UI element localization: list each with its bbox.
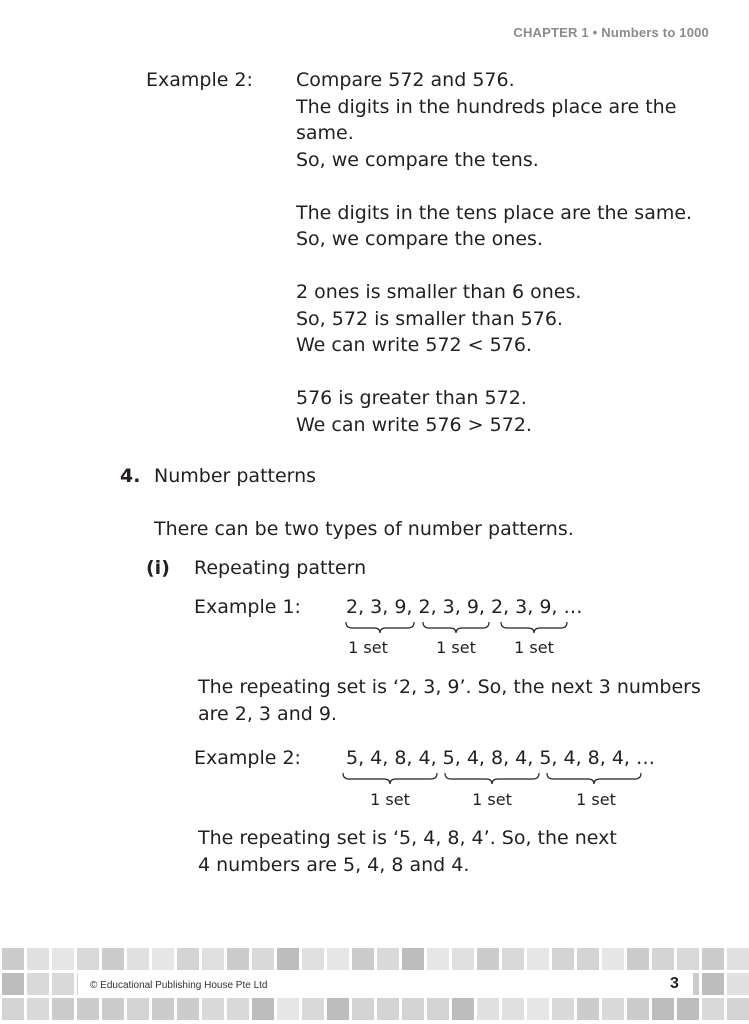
footer-tile [477, 998, 499, 1020]
footer-tile [252, 998, 274, 1020]
footer-tile [352, 948, 374, 970]
text-line: 4 numbers are 5, 4, 8 and 4. [198, 853, 470, 876]
example-2-sequence: 5, 4, 8, 4, 5, 4, 8, 4, 5, 4, 8, 4, … [346, 747, 656, 769]
footer-tile [352, 998, 374, 1020]
footer-tile [227, 948, 249, 970]
brace-set-1 [346, 622, 414, 633]
text-line: So, 572 is smaller than 576. [296, 307, 563, 330]
footer-tile [652, 998, 674, 1020]
footer-tile [52, 998, 74, 1020]
text-line: are 2, 3 and 9. [198, 702, 337, 725]
subsection-title: Repeating pattern [194, 557, 367, 579]
footer-tile [227, 998, 249, 1020]
footer-tile [327, 948, 349, 970]
footer-tile [652, 948, 674, 970]
example-label: Example 2: [146, 69, 253, 91]
set-label: 1 set [576, 790, 616, 809]
footer-tile [202, 948, 224, 970]
footer-tile [277, 998, 299, 1020]
footer-tile [527, 948, 549, 970]
text-line: Compare 572 and 576. [296, 69, 515, 91]
footer-tile [452, 948, 474, 970]
footer-tile [127, 948, 149, 970]
copyright-text: © Educational Publishing House Pte Ltd [90, 980, 268, 991]
footer-tile [727, 998, 749, 1020]
text-line: The digits in the hundreds place are the [296, 95, 677, 118]
section-intro: There can be two types of number patterns. [154, 518, 574, 540]
text-line: We can write 572 < 576. [296, 334, 532, 356]
footer-tile [177, 948, 199, 970]
footer-tile [427, 998, 449, 1020]
footer-tile [577, 948, 599, 970]
example-1-sequence: 2, 3, 9, 2, 3, 9, 2, 3, 9, … [346, 596, 583, 618]
running-header: CHAPTER 1 • Numbers to 1000 [513, 25, 709, 40]
footer-tile [727, 948, 749, 970]
footer-tile [152, 948, 174, 970]
example-1-label: Example 1: [194, 596, 301, 618]
text-line: We can write 576 > 572. [296, 413, 532, 436]
footer-tile [302, 948, 324, 970]
footer-tile [402, 998, 424, 1020]
footer-tile [527, 998, 549, 1020]
footer-tile [52, 973, 74, 995]
text-line: The repeating set is ‘2, 3, 9’. So, the next 3 numbers [198, 676, 701, 698]
footer-tile [577, 998, 599, 1020]
footer-tile [702, 973, 724, 995]
footer-tile [427, 948, 449, 970]
set-label: 1 set [436, 638, 476, 657]
footer-tile [177, 998, 199, 1020]
footer-tile [552, 948, 574, 970]
footer-tile [2, 973, 24, 995]
footer-tile [377, 948, 399, 970]
footer-tile [677, 948, 699, 970]
footer-tile [727, 973, 749, 995]
brace-set-2 [423, 622, 489, 633]
page-number: 3 [670, 975, 679, 992]
footer-tile [327, 998, 349, 1020]
example-2-note [198, 825, 617, 878]
footer-tile [402, 948, 424, 970]
footer-tile [377, 998, 399, 1020]
section-title: Number patterns [154, 465, 317, 487]
brace-set-3 [501, 622, 567, 633]
footer-tile [452, 998, 474, 1020]
footer-tile [702, 998, 724, 1020]
text-line: The repeating set is ‘5, 4, 8, 4’. So, the next [198, 827, 617, 849]
brace-set-3 [547, 773, 641, 784]
footer-tile [152, 998, 174, 1020]
footer-tile [202, 998, 224, 1020]
footer-tile [477, 948, 499, 970]
footer-tile [27, 948, 49, 970]
example-1-note [198, 674, 701, 727]
set-label: 1 set [514, 638, 554, 657]
footer-tile [552, 998, 574, 1020]
footer-tile [102, 948, 124, 970]
footer-tile [277, 948, 299, 970]
footer-tile [2, 948, 24, 970]
footer-tile [627, 998, 649, 1020]
footer-tile [252, 948, 274, 970]
brace-set-1 [343, 773, 437, 784]
set-label: 1 set [348, 638, 388, 657]
footer-tile [52, 948, 74, 970]
section-number: 4. [120, 465, 141, 487]
footer-tile [502, 948, 524, 970]
set-label: 1 set [472, 790, 512, 809]
brace-set-2 [445, 773, 539, 784]
footer-tile [2, 998, 24, 1020]
set-label: 1 set [370, 790, 410, 809]
text-line: So, we compare the tens. [296, 148, 539, 171]
footer-tile [502, 998, 524, 1020]
footer-tile [102, 998, 124, 1020]
footer-tile [27, 973, 49, 995]
footer-tile [27, 998, 49, 1020]
example-2-label: Example 2: [194, 747, 301, 769]
footer-tile [702, 948, 724, 970]
footer-tile [77, 948, 99, 970]
footer-tile [677, 998, 699, 1020]
text-line: So, we compare the ones. [296, 228, 543, 250]
text-line: 2 ones is smaller than 6 ones. [296, 281, 582, 303]
text-line: same. [296, 122, 354, 144]
text-line: The digits in the tens place are the same. [296, 201, 693, 224]
subsection-number: (i) [146, 557, 170, 579]
footer-tile [77, 998, 99, 1020]
footer-tile [602, 948, 624, 970]
text-line: 576 is greater than 572. [296, 387, 527, 409]
footer-tile [602, 998, 624, 1020]
footer-tile [127, 998, 149, 1020]
footer-tile [627, 948, 649, 970]
footer-tile [302, 998, 324, 1020]
